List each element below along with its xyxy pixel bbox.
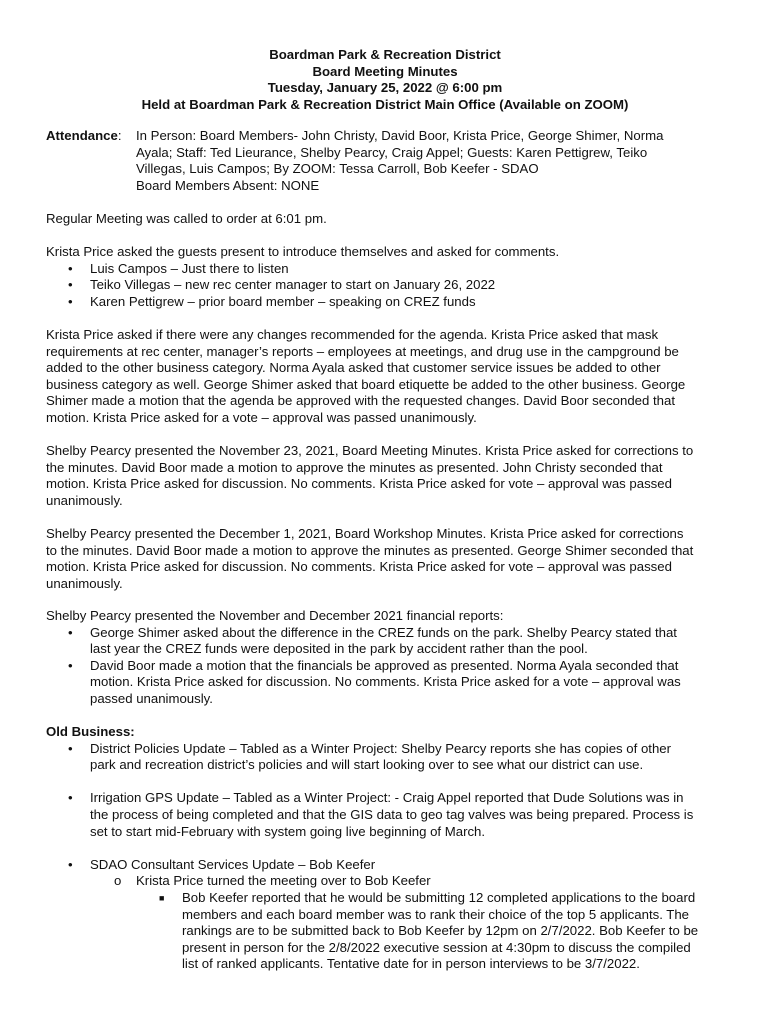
call-to-order: Regular Meeting was called to order at 6:01 pm. xyxy=(46,211,327,226)
text-line: Krista Price asked if there were any changes recommended for the agenda. Krista Price asked that mask xyxy=(46,327,659,342)
attendance-line: Villegas, Luis Campos; By ZOOM: Tessa Carroll, Bob Keefer - SDAO xyxy=(136,161,539,177)
list-item: • David Boor made a motion that the financials be approved as presented. Norma Ayala seconded that motion. Krista Price asked for discussion. No comments. Krista Price asked for a vote – approval was passed unanimously. xyxy=(68,657,681,706)
meeting-location: Held at Boardman Park & Recreation District Main Office (Available on ZOOM) xyxy=(141,96,629,112)
bullet-icon: • xyxy=(68,624,73,640)
minutes-header xyxy=(0,47,770,113)
sub-sub-list-item: ■ Bob Keefer reported that he would be submitting 12 completed applications to the board members and each board member was to rank their choice of the top 5 applicants. The rankings are to be submitted back to Bob Keefer by 12pm on 2/7/2022. Bob Keefer to be present in person for the 2/8/2022 executive session at 4:30pm to discuss the compiled list of ranked applicants. Tentative date for in person interviews to be 3/7/2022. xyxy=(159,889,699,972)
list-item: • Irrigation GPS Update – Tabled as a Winter Project: - Craig Appel reported that Dude Solutions was in the process of being completed and that the GIS data to geo tag valves was being prepared. Process is set to start mid-February with system going live beginning of March. xyxy=(68,790,694,839)
list-item: • George Shimer asked about the difference in the CREZ funds on the park. Shelby Pearcy stated that last year the CREZ funds were deposited in the park by accident rather than the pool. xyxy=(68,624,677,657)
bullet-icon: • xyxy=(68,293,73,309)
bullet-icon: • xyxy=(68,657,73,673)
text-line: Shelby Pearcy presented the December 1, 2021, Board Workshop Minutes. Krista Price asked for corrections xyxy=(46,526,684,541)
text-line: motion. Krista Price asked for discussion. No comments. Krista Price asked for vote – approval was passed xyxy=(46,476,672,492)
bullet-icon: • xyxy=(68,856,73,872)
old-business-section xyxy=(46,724,736,973)
text-line: the minutes. David Boor made a motion to approve the minutes as presented. John Christy seconded that xyxy=(46,459,663,475)
guests-intro: Krista Price asked the guests present to introduce themselves and asked for comments. xyxy=(46,244,560,259)
list-item: • Teiko Villegas – new rec center manager to start on January 26, 2022 xyxy=(68,277,496,293)
attendance-line: Ayala; Staff: Ted Lieurance, Shelby Pearcy, Craig Appel; Guests: Karen Pettigrew, Teiko xyxy=(136,144,648,160)
document-title: Board Meeting Minutes xyxy=(312,63,458,79)
list-item: • District Policies Update – Tabled as a Winter Project: Shelby Pearcy reports she has copies of other park and recreation district’s policies and will start looking over to see what our district can use. xyxy=(68,740,672,773)
bullet-icon: • xyxy=(68,740,73,756)
text-line: unanimously. xyxy=(46,492,123,508)
attendance-text xyxy=(136,128,706,194)
list-item: • Karen Pettigrew – prior board member – speaking on CREZ funds xyxy=(68,293,476,309)
financial-intro: Shelby Pearcy presented the November and December 2021 financial reports: xyxy=(46,608,504,623)
text-line: requirements at rec center, manager’s reports – employees at meetings, and drug use in the campground be xyxy=(46,343,679,359)
november-minutes-paragraph xyxy=(46,443,736,509)
circle-bullet-icon: o xyxy=(114,873,122,889)
square-bullet-icon: ■ xyxy=(159,892,165,903)
bullet-icon: • xyxy=(68,790,73,806)
bullet-icon: • xyxy=(68,277,73,293)
sub-list-item: o Krista Price turned the meeting over to Bob Keefer xyxy=(114,873,431,889)
text-line: Shelby Pearcy presented the November 23, 2021, Board Meeting Minutes. Krista Price asked for corrections to xyxy=(46,443,694,458)
text-line: added to the other business category. Norma Ayala asked that customer service issues be added to other xyxy=(46,360,661,376)
attendance-line: Board Members Absent: NONE xyxy=(136,177,320,193)
text-line: unanimously. xyxy=(46,575,123,591)
org-name: Boardman Park & Recreation District xyxy=(269,47,501,62)
attendance-label: Attendance xyxy=(46,128,118,143)
agenda-paragraph xyxy=(46,327,736,427)
text-line: motion. Krista Price asked for discussion. No comments. Krista Price asked for vote – approval was passed xyxy=(46,559,672,575)
text-line: business category as well. George Shimer asked that board etiquette be added to the other business. George xyxy=(46,376,686,392)
attendance-line: In Person: Board Members- John Christy, David Boor, Krista Price, George Shimer, Norma xyxy=(136,128,664,143)
text-line: Shimer made a motion that the agenda be approved with the requested changes. David Boor seconded that xyxy=(46,393,676,409)
old-business-heading: Old Business: xyxy=(46,724,135,739)
text-line: to the minutes. David Boor made a motion to approve the minutes as presented. George Shimer seconded that xyxy=(46,542,694,558)
bullet-icon: • xyxy=(68,260,73,276)
list-item: • Luis Campos – Just there to listen xyxy=(68,260,289,276)
attendance-section: Attendance: In Person: Board Members- John Christy, David Boor, Krista Price, George Shimer, Norma Ayala; Staff: Ted Lieurance, Shelby Pearcy, Craig Appel; Guests: Karen Pettigrew, Teiko Villegas, Luis Campos; By ZOOM: Tessa Carroll, Bob Keefer - SDAO Board Members Absent: NONE xyxy=(46,128,736,194)
guests-section xyxy=(46,244,736,310)
list-item: • SDAO Consultant Services Update – Bob Keefer xyxy=(68,856,376,872)
meeting-date: Tuesday, January 25, 2022 @ 6:00 pm xyxy=(267,80,503,96)
december-minutes-paragraph xyxy=(46,526,736,592)
financial-reports-section xyxy=(46,608,736,708)
text-line: motion. Krista Price asked for a vote – approval was passed unanimously. xyxy=(46,409,477,425)
